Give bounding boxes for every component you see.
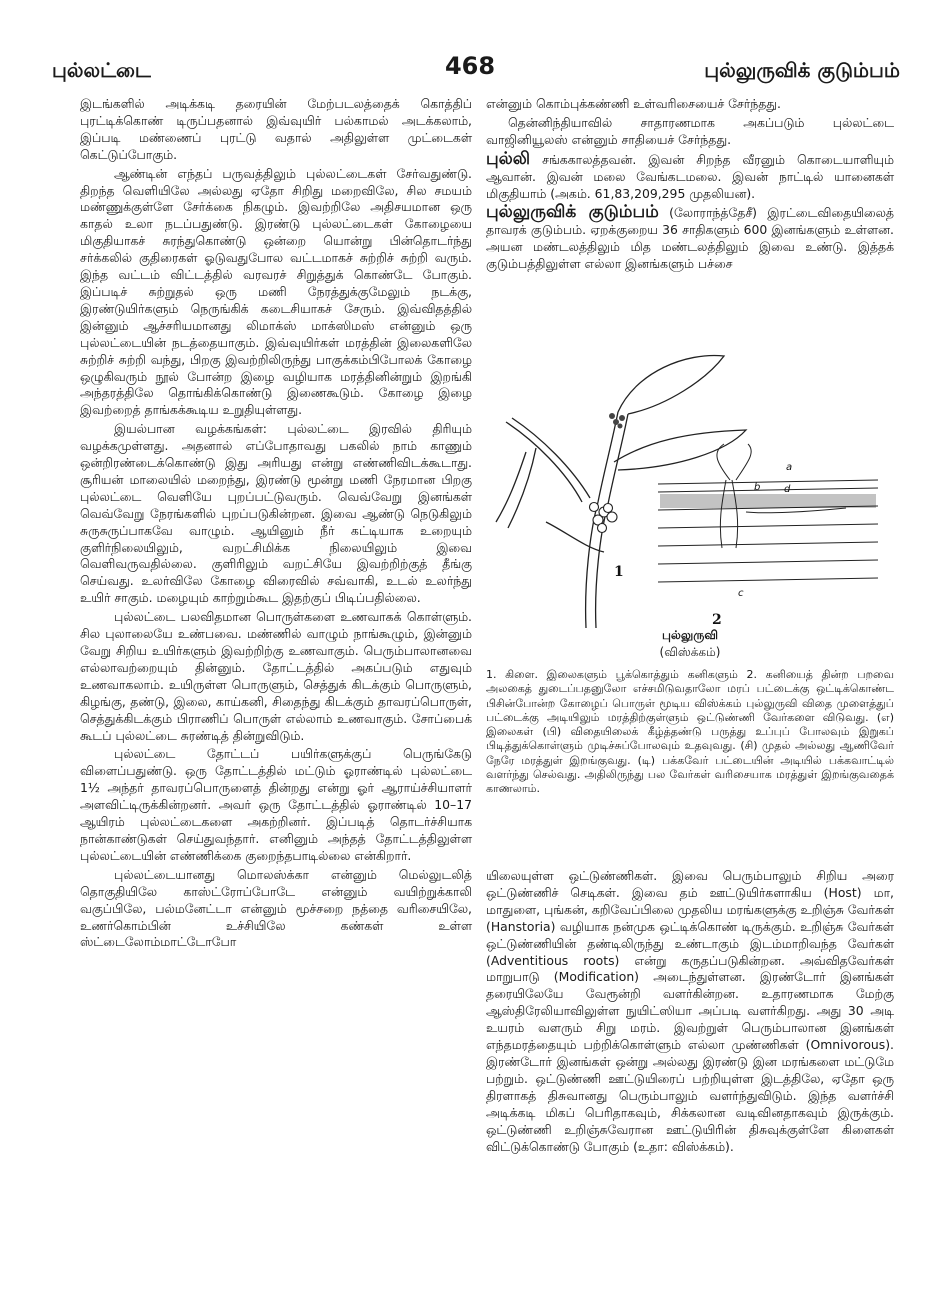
paragraph: என்னும் கொம்புக்கண்ணி உள்வரிசையைச் சேர்ந்தது. (486, 96, 781, 111)
right-column-bottom (486, 868, 894, 1157)
mistletoe-illustration (486, 352, 894, 638)
branch-drawing (496, 355, 746, 628)
entry-pulli (486, 148, 894, 203)
figure-label-d: d (784, 484, 791, 495)
paragraph: புல்லட்டை பலவிதமான பொருள்களை உணவாகக் கொள்ளும். சில புலாலையே உண்பவை. மண்ணில் வாழும் நாங்கூழும், இன்னும் வேறு சிறிய உயிர்களும் இவற்றிற்கு உணவாகும். பெரும்பாலானவை எல்லாவற்றையும் தின்னும். தோட்டத்தில் அகப்படும் எதுவும் உணவாகலாம். உயிருள்ள பொருளும், செத்துக் கிடக்கும் பொருளும், கிழங்கு, தண்டு, இலை, காய்கனி, சிதைந்து கிடக்கும் தாவரப்பொருள், செத்துக்கிடக்கும் பிராணிப் பொருள் எல்லாம் உணவாகும். சோப்பைக் கூடப் புல்லட்டை சுரண்டித் தின்றுவிடும். (80, 609, 472, 743)
entry-family (486, 204, 894, 273)
figure-title: புல்லுருவி (661, 628, 719, 642)
right-column-top (486, 96, 894, 275)
bark-hatching (660, 494, 876, 508)
paragraph: புல்லட்டை தோட்டப் பயிர்களுக்குப் பெருங்கேடு விளைப்பதுண்டு. ஒரு தோட்டத்தில் மட்டும் ஓராண்டில் புல்லட்டை 1½ அந்தர் தாவரப்பொருளைத் தின்றது என்று ஓர் ஆராய்ச்சியாளர் அளவிட்டிருக்கின்றனர். அவர் ஒரு தோட்டத்தில் ஓராண்டில் 10–17 ஆயிரம் புல்லட்டைகளை அகற்றினர். இப்படித் தொடர்ச்சியாக நான்காண்டுகள் செய்துவந்தார். எனினும் அந்தத் தோட்டத்திலுள்ள புல்லட்டையின் எண்ணிக்கை குறைந்தபாடில்லை என்கிறார். (80, 746, 472, 863)
figure-label-2: 2 (712, 612, 722, 628)
left-column (80, 96, 472, 953)
figure-label-b: b (754, 482, 761, 493)
berry-cluster (590, 503, 618, 533)
entry-heading: புல்லி (486, 148, 531, 169)
paragraph: புல்லட்டையானது மொலஸ்க்கா என்னும் மெல்லுடலித் தொகுதியிலே காஸ்ட்ரோப்போடே என்னும் வயிற்றுக்காலி வகுப்பிலே, பல்மனேட்டா என்னும் மூச்சறை நத்தை வரிசையிலே, உணர்கொம்பின் உச்சியிலே கண்கள் உள்ள ஸ்ட்டைலோம்மாட்டோபோ (80, 866, 472, 950)
entry-alt-name: (லோராந்த்தேசீ) (669, 205, 758, 221)
figure-subtitle: (விஸ்க்கம்) (659, 645, 721, 659)
paragraph: இயல்பான வழக்கங்கள்: புல்லட்டை இரவில் திரியும் வழக்கமுள்ளது. அதனால் எப்போதாவது பகலில் நாம் காணும் ஒன்றிரண்டைக்கொண்டு இது அரியது என்று எண்ணிவிடக்கூடாது. சூரியன் மாலையில் மறைந்து, இரண்டு மூன்று மணி நேரமான பிறகு புல்லட்டை வெளியே புறப்பட்டுவரும். வெவ்வேறு இனங்கள் வெவ்வேறு நேரங்களில் புறப்படுகின்றன. இவை ஆண்டு நெடுகிலும் சுருசுருப்பாகவே வாழும். ஆயினும் நீர் கட்டியாக உறையும் குளிர்நிலையிலும், வறட்சிமிக்க நிலையிலும் இவை வெளிவருவதில்லை. குளிரிலும் வறட்சியே இவற்றிற்குத் தீங்கு செய்வது. உலர்விலே கோழை விரைவில் சவ்வாகி, உடல் உலர்ந்து உயிர் சாகும். மழையும் காற்றும்கூட இதற்குப் பிடிப்பதில்லை. (80, 421, 472, 606)
entry-heading: புல்லுருவிக் குடும்பம் (486, 202, 659, 223)
figure-label-a: a (786, 462, 793, 473)
running-head-right: புல்லுருவிக் குடும்பம் (704, 58, 900, 82)
figure-caption (486, 668, 894, 797)
figure-label-1: 1 (614, 564, 624, 580)
paragraph: இடங்களில் அடிக்கடி தரையின் மேற்படலத்தைக் கொத்திப் புரட்டிக்கொண் டிருப்பதனால் இவ்வுயிர் பல்காமல் அடக்கலாம், இப்படி மண்ணைப் புரட்டு வதால் அதிலுள்ள முட்டைகள் கெட்டுப்போகும். (80, 96, 472, 162)
bark-section (658, 444, 878, 582)
paragraph: ஆண்டின் எந்தப் பருவத்திலும் புல்லட்டைகள் சேர்வதுண்டு. திறந்த வெளியிலே அல்லது ஏதோ சிறிது மறைவிலே, சில சமயம் மண்ணுக்குள்ளே சேர்க்கை நிகழும். இவற்றிலே அதிசயமான ஒரு காதல் உலா நடப்பதுண்டு. இரண்டு புல்லட்டைகள் கோழையை மிகுதியாகச் சுரந்துகொண்டு ஒன்றை யொன்று பின்தொடர்ந்து சர்க்கலில் குதிரைகள் ஓடுவதுபோல வட்டமாகச் சுற்றிச் சுற்றி வரும். இந்த வட்டம் விட்டத்தில் வரவரச் சிறுத்துக் கொண்டே போகும். இப்படிச் சுற்றுதல் ஒரு மணி நேரத்துக்குமேலும் நடக்கு, இரண்டுயிர்களும் நெருங்கிக் கடைசியாகச் சேரும். இவ்விதத்தில் இன்னும் ஆச்சரியமானது லிமாக்ஸ் மாக்ஸிமஸ் என்னும் ஒரு புல்லட்டையின் நடத்தையாகும். இவ்வுயிர்கள் மரத்தின் இலைகளிலே சுற்றிச் சுற்றி வந்து, பிறகு இவற்றிலிருந்து பாகுக்கம்பிபோலக் கோழை ஒழுகிவரும் நூல் போன்ற இழை வழியாக மரத்தினின்றும் இறங்கி அந்தரத்திலே தொங்கிக்கொண்டு இணைகூடும். கோழை இழை இவற்றைத் தாங்கக்கூடிய உறுதியுள்ளது. (80, 165, 472, 418)
entry-text: இரட்டைவிதையிலைத் தாவரக் குடும்பம். ஏறக்குறைய 36 சாதிகளும் 600 இனங்களும் உள்ளன. அயன மண்டலத்திலும் மித மண்டலத்திலும் இவை உண்டு. இத்தக் குடும்பத்திலுள்ள எல்லா இனங்களும் பச்சை (486, 205, 894, 272)
page-number: 468 (444, 52, 496, 80)
running-head-left: புல்லட்டை (52, 58, 151, 82)
page-header (0, 52, 940, 86)
entry-text: சங்ககாலத்தவன். இவன் சிறந்த வீரனும் கொடையாளியும் ஆவான். இவன் மலை வேங்கடமலை. இவன் நாட்டில் யானைகள் மிகுதியாம் (அகம். 61,83,209,295 முதலியன). (486, 151, 894, 201)
paragraph: தென்னிந்தியாவில் சாதாரணமாக அகப்படும் புல்லட்டை வாஜினியூலஸ் என்னும் சாதியைச் சேர்ந்தது. (486, 114, 894, 147)
figure-caption-text: 1. கிளை. இலைகளும் பூக்கொத்தும் கனிகளும் 2. கனியைத் தின்ற பறவை அலகைத் துடைப்பதனுலோ எச்சமிடுவதாலோ மரப் பட்டைக்கு ஒட்டிக்கொண்ட பிசின்போன்ற கோழைப் பொருள் மூடிய விஸ்க்கம் புல்லுருவி விதை முளைத்துப் பட்டைக்கு அடியிலும் மரத்திற்குள்ளும் ஒட்டுண்ணி வேர்களை விடுவது. (எ) இலைகள் (பி) விதையிலைக் கீழ்த்தண்டு பருத்து உப்புப் போலவும் இறுகப் பிடித்துக்கொள்ளும் முடிச்சுப்போலவும் உதவுவது. (சி) முதல் அல்லது ஆணிவேர் நேரே மரத்துள் இறங்குவது. (டி) பக்கவேர் பட்டையின் அடியில் பக்கவாட்டில் வளர்ந்து செல்வது. அதிலிருந்து பல வேர்கள் வரிசையாக மரத்துள் இறங்குவதைக் காணலாம். (486, 668, 894, 796)
figure-label-c: c (738, 588, 744, 599)
paragraph: யிலையுள்ள ஒட்டுண்ணிகள். இவை பெரும்பாலும் சிறிய அரை ஒட்டுண்ணிச் செடிகள். இவை தம் ஊட்டுயிர்களாகிய (Host) மா, மாதுளை, புங்கன், கறிவேப்பிலை முதலிய மரங்களுக்கு உறிஞ்சு வேர்கள் (Hanstoria) வழியாக நன்முக ஒட்டிக்கொண் டிருக்கும். உறிஞ்சு வேர்கள் ஒட்டுண்ணியின் தண்டிலிருந்து உண்டாகும் இடம்மாறிவந்த வேர்கள் (Adventitious roots) என்று கருதப்படுகின்றன. அவ்விதவேர்கள் மாறுபாடு (Modification) அடைந்துள்ளன. இரண்டோர் இனங்கள் தரையிலேயே வேரூன்றி வளர்கின்றன. உதாரணமாக மேற்கு ஆஸ்திரேலியாவிலுள்ள நுயிட்ஸியா அப்படி வளர்கிறது. அது 30 அடி உயரம் வளரும் சிறு மரம். இவற்றுள் பெரும்பாலான இனங்கள் எந்தமரத்தையும் பற்றிக்கொள்ளும் எல்லா முண்ணிகள் (Omnivorous). இரண்டோர் இனங்கள் ஒன்று அல்லது இரண்டு இன மரங்களை மட்டுமே பற்றும். ஒட்டுண்ணி ஊட்டுயிரைப் பற்றியுள்ள இடத்திலே, ஏதோ ஒரு திரளாகத் திசுவானது பெரும்பாலும் வளர்ந்துவிடும். இந்த வளர்ச்சி அடிக்கடி மிகப் பெரிதாகவும், சிக்கலான வடிவினதாகவும் இருக்கும். ஒட்டுண்ணி உறிஞ்சுவேரான ஊட்டுயிரின் திசுவுக்குள்ளே கிளைகள் விட்டுக்கொண்டு போகும் (உதா: விஸ்க்கம்). (486, 868, 894, 1154)
